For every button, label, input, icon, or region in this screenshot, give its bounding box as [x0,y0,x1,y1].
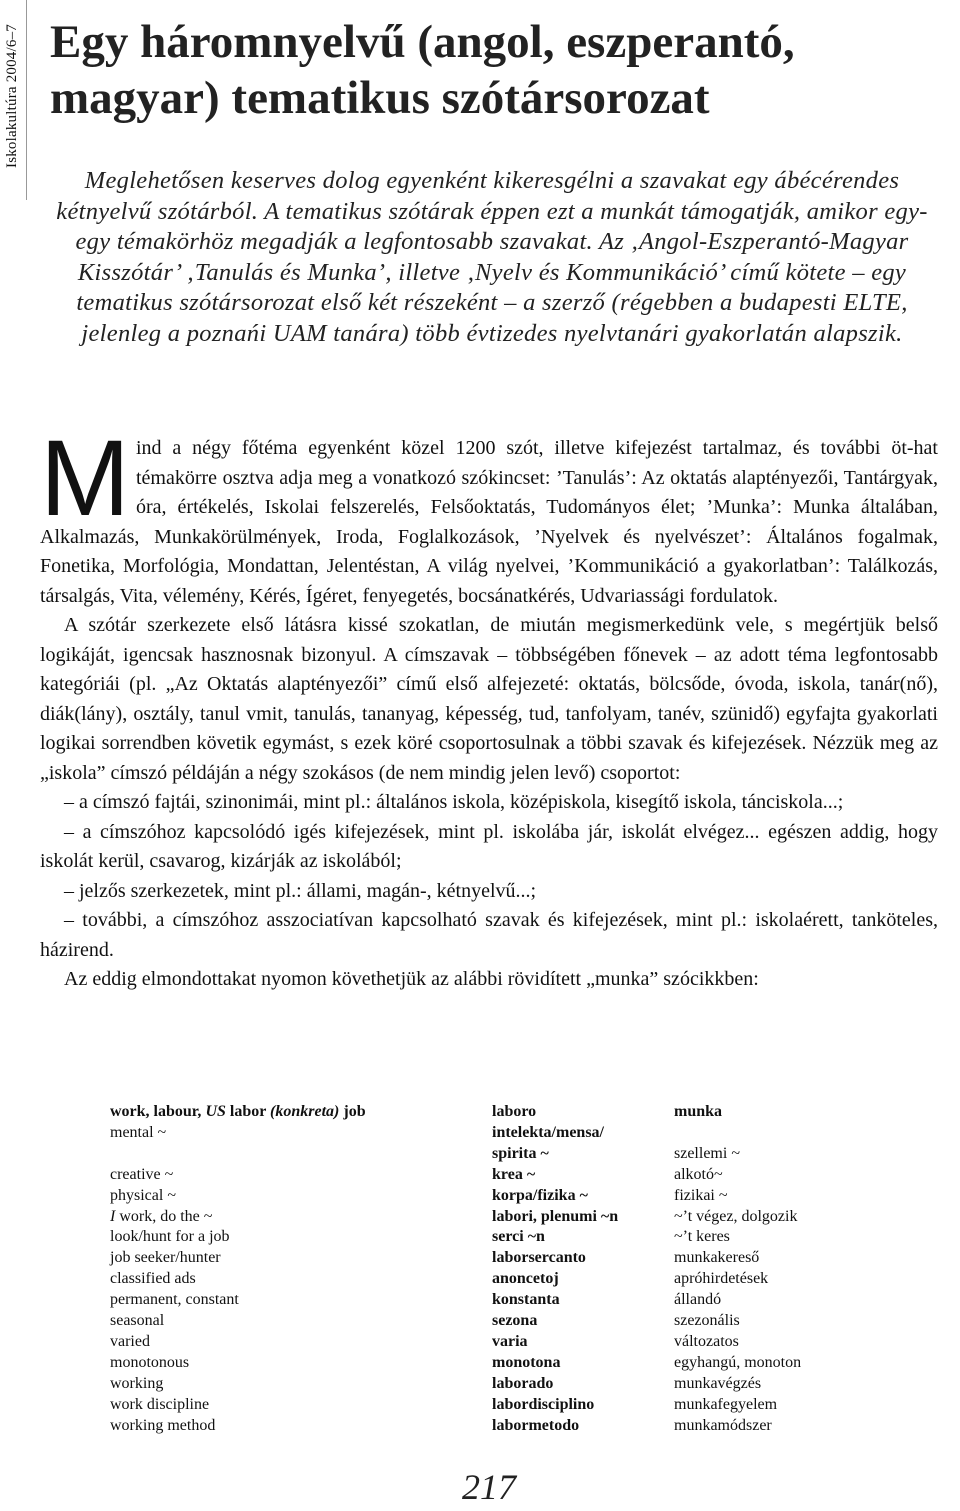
hungarian-term: egyhangú, monoton [674,1353,802,1371]
english-term-text: mental ~ [110,1123,167,1141]
english-term-text: look/hunt for a job [110,1228,230,1246]
vocabulary-row [110,1290,910,1311]
english-term [110,1269,492,1290]
english-term-text: work discipline [110,1395,210,1413]
hungarian-term: szellemi ~ [674,1144,740,1162]
list-item-4: – további, a címszóhoz asszociatívan kapcsolható szavak és kifejezések, mint pl.: iskolaérett, tanköteles, házirend. [40,909,938,961]
english-term [110,1416,492,1437]
vocabulary-row [110,1207,910,1228]
english-term [110,1186,492,1207]
vocabulary-row [110,1227,910,1248]
esperanto-term: anoncetoj [492,1270,559,1288]
english-term-text: seasonal [110,1312,165,1330]
hungarian-headword: munka [674,1103,723,1120]
esperanto-term: intelekta/mensa/ [492,1123,604,1141]
hungarian-term [674,1123,904,1144]
esperanto-term: labori, plenumi ~n [492,1207,619,1225]
vocabulary-row [110,1353,910,1374]
esperanto-term: serci ~n [492,1228,545,1246]
headword-part: job [339,1103,366,1120]
english-term-text: work, do the ~ [115,1207,213,1225]
english-term-text: permanent, constant [110,1291,239,1309]
hungarian-term: apróhirdetések [674,1270,769,1288]
english-term [110,1165,492,1186]
english-headword [110,1102,492,1123]
english-term-text: working [110,1374,164,1392]
vocabulary-row [110,1123,910,1144]
english-term [110,1332,492,1353]
headword-part: work, labour, [110,1103,206,1120]
english-term [110,1311,492,1332]
vocabulary-row [110,1395,910,1416]
esperanto-headword: laboro [492,1103,537,1120]
esperanto-term: korpa/fizika ~ [492,1186,588,1204]
headword-part: labor [225,1103,271,1120]
lead-paragraph: Meglehetősen keserves dolog egyenként kikeresgélni a szavakat egy ábécérendes kétnyelvű szótárból. A tematikus szótárak éppen ezt a munkát támogatják, amikor egy-egy témakörhöz megadják a legfontosabb szavakat. Az ‚Angol-Eszperantó-Magyar Kisszótár’ ‚Tanulás és Munka’, illetve ‚Nyelv és Kommunikáció’ című kötete – egy tematikus szótársorozat első két részeként – a szerző (régebben a budapesti ELTE, jelenleg a poznańi UAM tanára) több évtizedes nyelvtanári gyakorlatán alapszik. [56,167,928,347]
english-term [110,1395,492,1416]
english-term-text: physical ~ [110,1186,176,1204]
english-term [110,1227,492,1248]
english-term [110,1290,492,1311]
english-term [110,1144,492,1165]
vocabulary-row [110,1186,910,1207]
article-title [50,14,950,126]
english-term [110,1123,492,1144]
dropcap: M [40,417,130,538]
paragraph-2: A szótár szerkezete első látásra kissé szokatlan, de miután megismerkedünk vele, s megértjük belső logikáját, igencsak hasznosnak bizonyul. A címszavak – többségében főnevek – az adott téma legfontosabb kategóriái (pl. „Az Oktatás alaptényezői” című első alfejezeté: oktatás, bölcsőde, óvoda, iskola, tanár(nő), diák(lány), osztály, tanul vmit, tanulás, tananyag, képesség, tud, tanfolyam, tanév, szünidő) egyfajta gyakorlati logikai sorrendben követik egymást, s ezek köré csoportosulnak a többi szavak és kifejezések. Nézzük meg az „iskola” címszó példáján a négy szokásos (de nem mindig jelen levő) csoportot: [40,614,938,784]
english-term-text: working method [110,1416,216,1434]
esperanto-term: varia [492,1332,528,1350]
hungarian-term: szezonális [674,1312,740,1330]
esperanto-term: labordisciplino [492,1395,595,1413]
running-head-text: Iskolakultúra 2004/6–7 [4,24,20,168]
vocabulary-table [110,1102,910,1437]
margin-rule [26,0,27,200]
list-item-1: – a címszó fajtái, szinonimái, mint pl.: általános iskola, középiskola, kisegítő iskola, tánciskola...; [64,791,844,813]
esperanto-term: sezona [492,1312,538,1330]
headword-part-us: US [205,1103,226,1120]
hungarian-term: ~’t keres [674,1228,730,1246]
title-line-1: Egy háromnyelvű (angol, eszperantó, [50,16,795,68]
running-head [0,0,26,250]
paragraph-3: Az eddig elmondottakat nyomon követhetjük az alábbi rövidített „munka” szócikkben: [64,968,759,990]
vocabulary-row [110,1416,910,1437]
english-term-text: creative ~ [110,1165,174,1183]
english-term [110,1248,492,1269]
headword-part-konkreta: (konkreta) [270,1103,340,1120]
article-body [40,417,938,995]
esperanto-term: krea ~ [492,1165,536,1183]
esperanto-term: spirita ~ [492,1144,549,1162]
vocabulary-row [110,1332,910,1353]
esperanto-term: laborado [492,1374,554,1392]
vocabulary-row [110,1165,910,1186]
hungarian-term: ~’t végez, dolgozik [674,1207,798,1225]
vocabulary-rows [110,1123,910,1437]
english-term [110,1374,492,1395]
vocabulary-row [110,1269,910,1290]
hungarian-term: munkakereső [674,1249,760,1267]
english-term-text: varied [110,1332,150,1350]
page-number: 217 [462,1467,516,1507]
vocabulary-header-row [110,1102,910,1123]
english-term-text: job seeker/hunter [110,1249,221,1267]
hungarian-term: munkavégzés [674,1374,762,1392]
title-line-2: magyar) tematikus szótársorozat [50,72,710,124]
hungarian-term: állandó [674,1291,722,1309]
vocabulary-row [110,1311,910,1332]
esperanto-term: laborsercanto [492,1249,586,1267]
esperanto-term: labormetodo [492,1416,580,1434]
english-term-text: classified ads [110,1270,196,1288]
hungarian-term: változatos [674,1332,739,1350]
english-term-text: monotonous [110,1353,190,1371]
english-term [110,1353,492,1374]
esperanto-term: monotona [492,1353,561,1371]
hungarian-term: munkafegyelem [674,1395,778,1413]
subject-pronoun: I [110,1207,116,1225]
hungarian-term: fizikai ~ [674,1186,728,1204]
paragraph-1-text: ind a négy főtéma egyenként közel 1200 szót, illetve kifejezést tartalmaz, és további öt-hat témakörre osztva adja meg a vonatkozó szókincset: ’Tanulás’: Az oktatás alaptényezői, Tantárgyak, óra, értékelés, Iskolai felszerelés, Felsőoktatás, Tudományos élet; ’Munka’: Munka általában, Alkalmazás, Munkakörülmények, Iroda, Foglalkozások, ’Nyelvek és nyelvészet’: Általános fogalmak, Fonetika, Morfológia, Mondattan, Jelentéstan, A világ nyelvei, ’Kommunikáció a gyakorlatban’: Találkozás, társalgás, Vita, vélemény, Kérés, Ígéret, fenyegetés, bocsánatkérés, Udvariassági fordulatok. [40,437,938,607]
list-item-3: – jelzős szerkezetek, mint pl.: állami, magán-, kétnyelvű...; [64,879,537,902]
esperanto-term: konstanta [492,1291,560,1309]
vocabulary-row [110,1374,910,1395]
hungarian-term: alkotó~ [674,1165,723,1183]
list-item-2: – a címszóhoz kapcsolódó igés kifejezések, mint pl. iskolába jár, iskolát elvégez... egészen addig, hogy iskolát kerül, csavarog, kizárják az iskolából; [40,820,938,872]
vocabulary-row [110,1248,910,1269]
hungarian-term: munkamódszer [674,1416,772,1434]
english-term [110,1207,492,1228]
vocabulary-row [110,1144,910,1165]
paragraph-1 [40,417,938,611]
